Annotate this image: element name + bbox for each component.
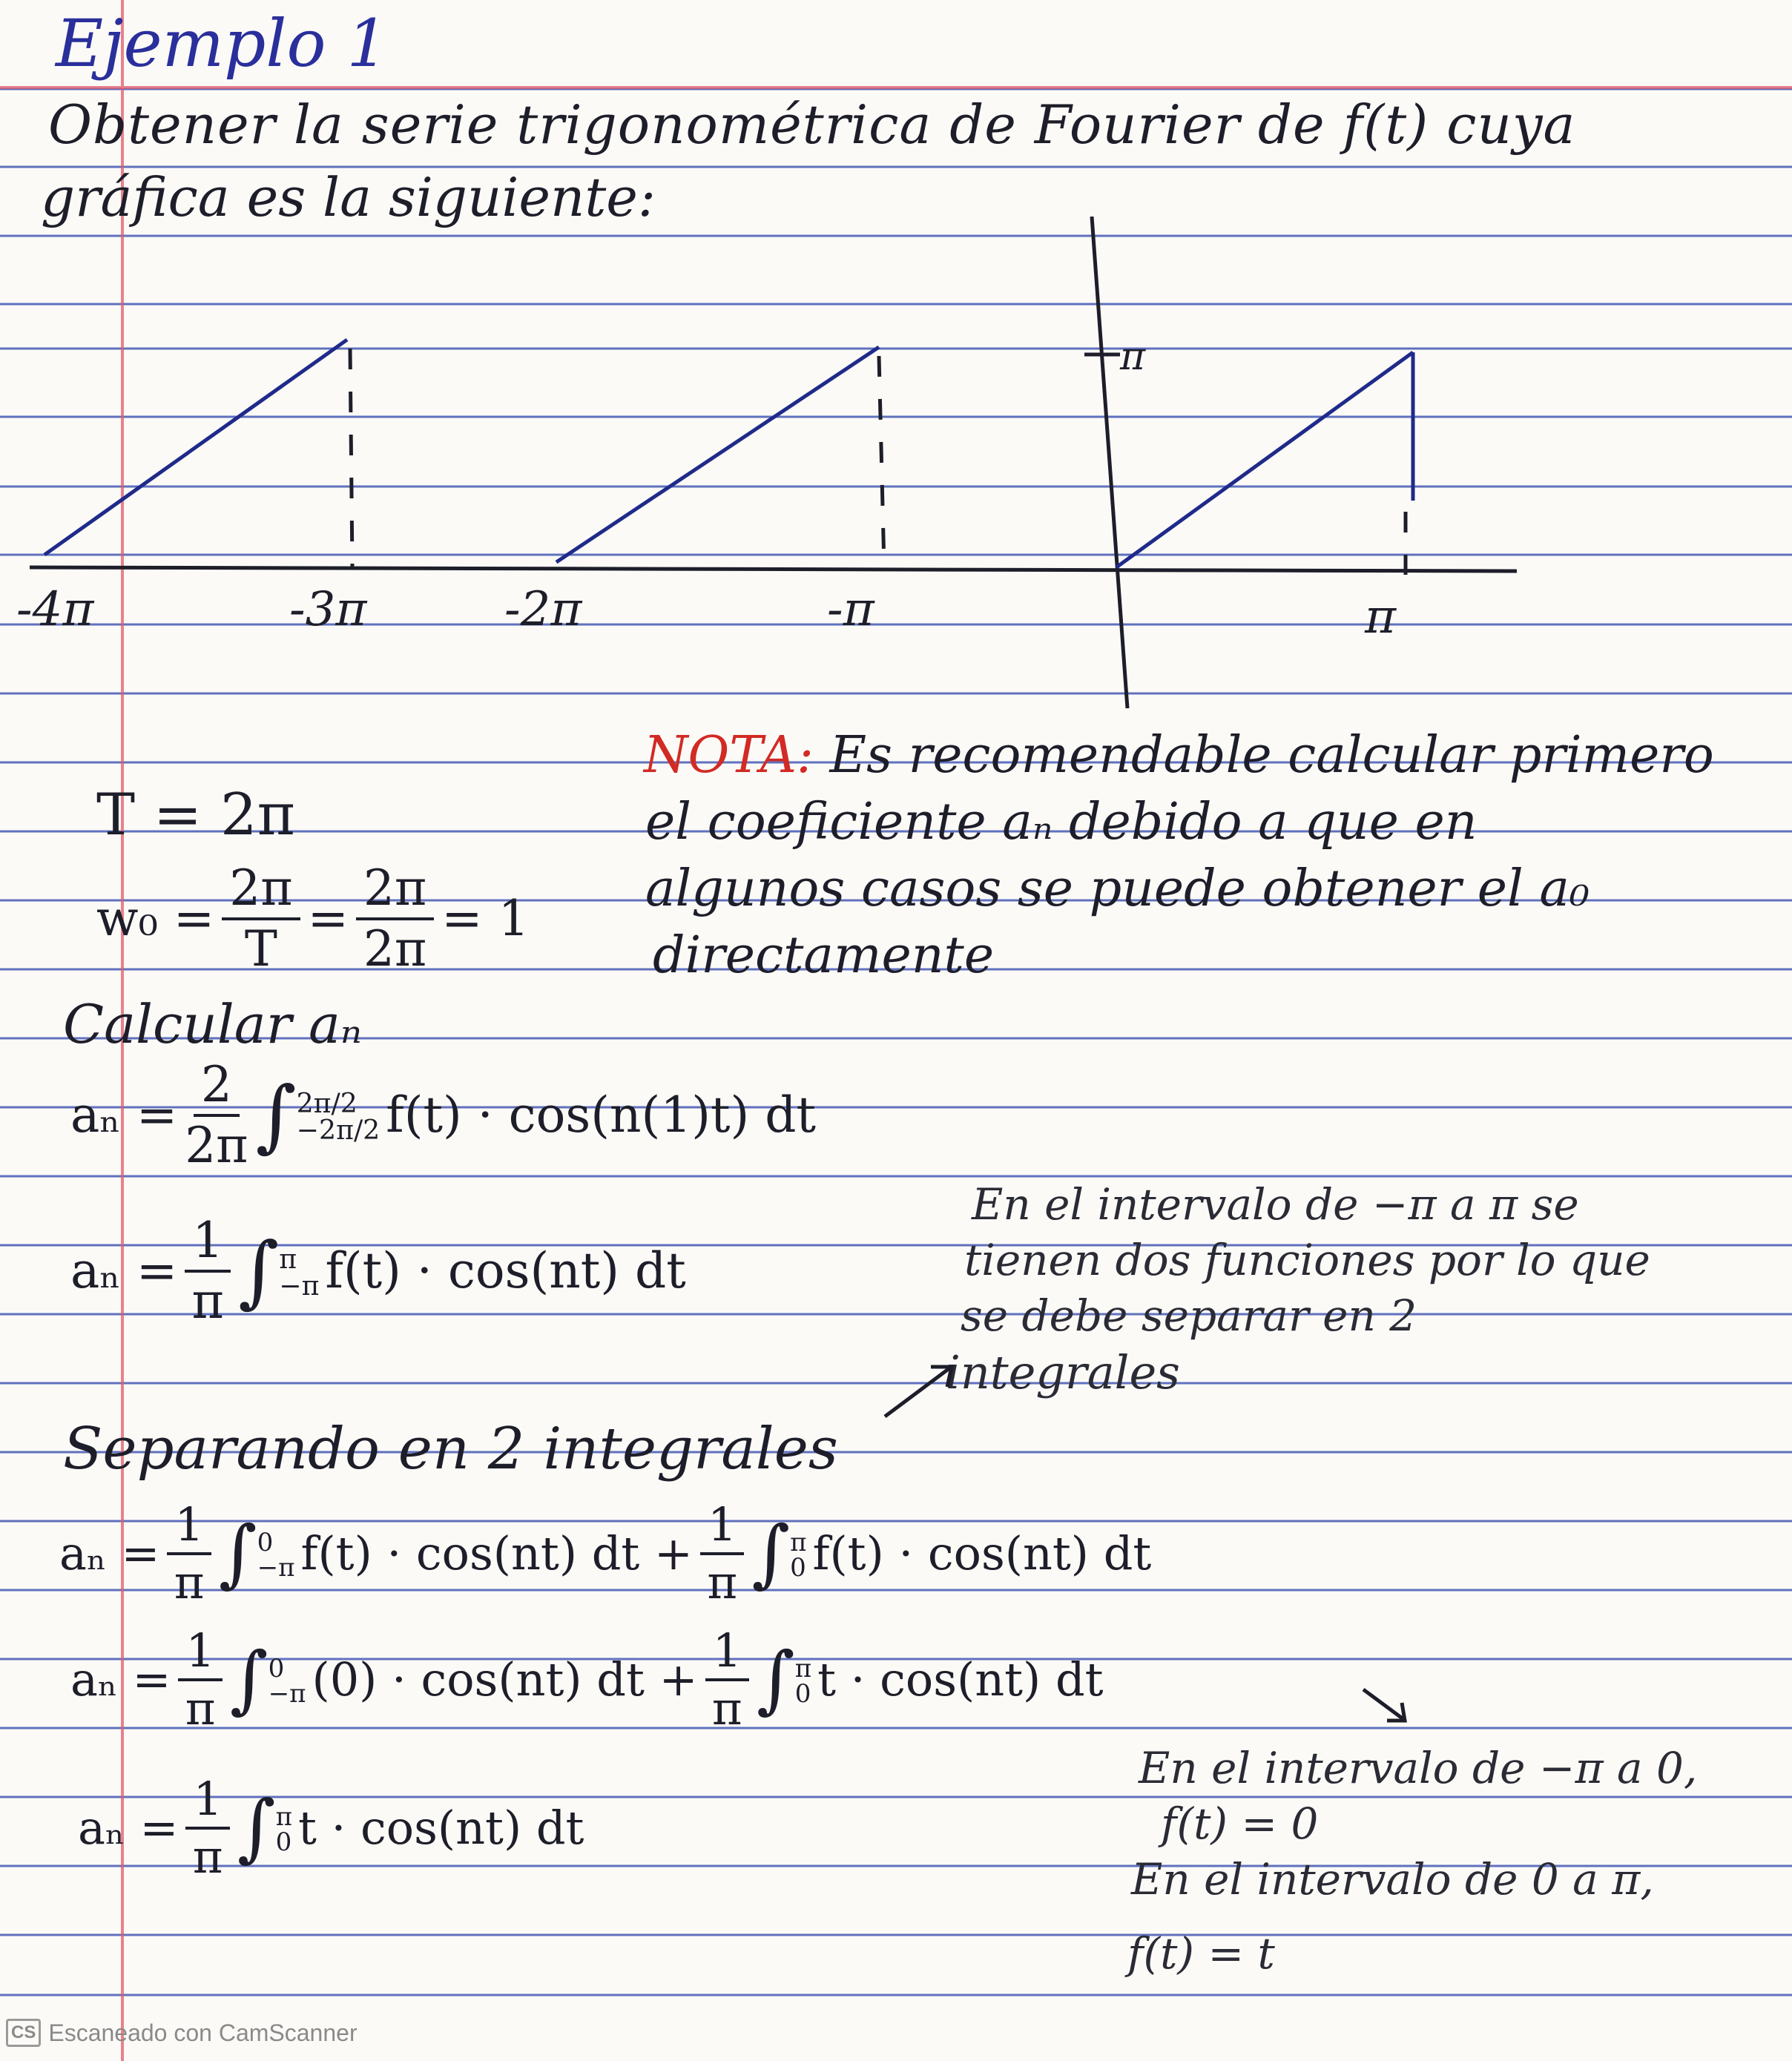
eq1-frac-den: 2π [185, 1117, 248, 1174]
eq3-upper-limit-1: 0 [257, 1527, 274, 1557]
eq1-integrand: f(t) · cos(n(1)t) dt [386, 1086, 816, 1144]
eq3-frac1-num: 1 [167, 1502, 211, 1555]
eq4-upper-limit-2: π [794, 1653, 812, 1684]
eq2-integral-sign: ∫ [238, 1225, 280, 1317]
eq3-frac2-num: 1 [700, 1502, 744, 1555]
eq3-frac2-den: π [707, 1555, 738, 1609]
eq2-limits [279, 1242, 320, 1302]
eq3-upper-limit-2: π [790, 1527, 807, 1557]
eq3-fraction-2 [700, 1497, 744, 1609]
side-note-2-line-3: En el intervalo de 0 a π, [1131, 1854, 1654, 1905]
equation-3 [59, 1497, 1152, 1609]
note-text-1: Es recomendable calcular primero [829, 726, 1714, 785]
equation-1 [70, 1056, 816, 1174]
graph-ramp-2 [556, 347, 879, 562]
graph-y-axis [1092, 217, 1127, 708]
eq4-upper-limit-1: 0 [268, 1653, 285, 1684]
eq1-lower-limit: −2π/2 [296, 1113, 381, 1146]
side-note-1-line-1: En el intervalo de −π a π se [972, 1179, 1579, 1230]
eq2-frac-den: π [191, 1273, 224, 1330]
side-note-2-line-2: f(t) = 0 [1161, 1798, 1319, 1849]
graph-label-minus-4pi: -4π [16, 582, 94, 637]
note-line-3: algunos casos se puede obtener el a₀ [645, 860, 1590, 918]
sawtooth-graph [0, 0, 1792, 712]
eq1-limits [296, 1086, 381, 1146]
eq5-integrand: t · cos(nt) dt [298, 1801, 584, 1855]
eq3-integral-sign-2: ∫ [751, 1511, 791, 1597]
eq5-integral-sign: ∫ [237, 1785, 276, 1871]
eq4-frac1-den: π [185, 1681, 216, 1735]
side-note-1-line-3: se debe separar en 2 [961, 1290, 1417, 1341]
eq4-integrand-1: (0) · cos(nt) dt + [312, 1652, 698, 1706]
graph-label-minus-pi: -π [827, 582, 874, 637]
eq2-lower-limit: −π [279, 1269, 320, 1302]
graph-dash-minus-pi [879, 356, 884, 567]
eq4-frac2-den: π [711, 1681, 742, 1735]
eq4-limits-2 [794, 1653, 812, 1709]
w0-fraction-2 [356, 860, 434, 977]
graph-x-axis [30, 567, 1517, 571]
graph-ramp-3 [1116, 352, 1413, 567]
eq2-lhs: aₙ = [70, 1242, 178, 1299]
scanner-watermark-text: Escaneado con CamScanner [48, 2019, 358, 2046]
camscanner-logo-icon: CS [6, 2019, 41, 2047]
eq1-integral-sign: ∫ [255, 1069, 297, 1161]
eq4-lhs: aₙ = [70, 1652, 171, 1706]
graph-ramp-1 [45, 340, 347, 555]
period-T: T = 2π [96, 782, 295, 848]
eq5-limits [275, 1801, 292, 1857]
eq4-fraction-2 [705, 1623, 749, 1735]
eq4-frac1-num: 1 [178, 1628, 222, 1681]
equation-5 [78, 1772, 584, 1884]
equation-2 [70, 1212, 686, 1330]
eq3-lower-limit-1: −π [257, 1552, 295, 1583]
w0-result: = 1 [441, 890, 530, 947]
eq4-frac2-num: 1 [705, 1628, 749, 1681]
eq1-upper-limit: 2π/2 [296, 1086, 358, 1119]
graph-y-label-pi: π [1120, 334, 1146, 379]
scanner-watermark [6, 2019, 358, 2047]
eq5-fraction [185, 1772, 229, 1884]
eq4-lower-limit-1: −π [268, 1678, 306, 1709]
eq4-lower-limit-2: 0 [794, 1678, 811, 1709]
note-line-4: directamente [653, 926, 995, 985]
eq3-integral-sign-1: ∫ [218, 1511, 257, 1597]
side-note-1-line-4: integrales [946, 1345, 1180, 1399]
eq4-integral-sign-1: ∫ [229, 1637, 269, 1723]
eq3-lhs: aₙ = [59, 1526, 160, 1580]
side-note-2-arrow [1357, 1684, 1417, 1728]
note-label: NOTA: [644, 726, 814, 785]
eq1-lhs: aₙ = [70, 1086, 178, 1144]
graph-label-minus-2pi: -2π [504, 582, 582, 637]
eq5-upper-limit: π [275, 1801, 292, 1832]
eq2-upper-limit: π [279, 1242, 297, 1275]
page-title: Ejemplo 1 [56, 5, 389, 82]
eq1-frac-num: 2 [194, 1061, 240, 1117]
note-line-2: el coeficiente aₙ debido a que en [645, 793, 1478, 851]
note-line-1 [644, 726, 1714, 785]
w0-frac2-num: 2π [356, 864, 434, 920]
eq3-frac1-den: π [174, 1555, 205, 1609]
eq4-fraction-1 [178, 1623, 222, 1735]
eq2-fraction [185, 1212, 231, 1330]
side-note-2-line-1: En el intervalo de −π a 0, [1139, 1743, 1698, 1793]
equation-4 [70, 1623, 1104, 1735]
separating-heading: Separando en 2 integrales [63, 1416, 838, 1483]
eq5-frac-den: π [192, 1830, 223, 1884]
angular-frequency [96, 860, 530, 977]
side-note-2-line-4: f(t) = t [1127, 1928, 1275, 1979]
eq5-lhs: aₙ = [78, 1801, 179, 1855]
prompt-line-1: Obtener la serie trigonométrica de Fourier de f(t) cuya [48, 93, 1576, 156]
graph-label-minus-3pi: -3π [289, 582, 367, 637]
eq5-lower-limit: 0 [275, 1827, 292, 1857]
eq3-integrand-2: f(t) · cos(nt) dt [812, 1526, 1152, 1580]
side-note-1-arrow [879, 1353, 961, 1428]
w0-frac1-num: 2π [222, 864, 300, 920]
w0-frac2-den: 2π [363, 920, 427, 977]
eq3-limits-2 [790, 1527, 807, 1583]
w0-frac1-den: T [244, 920, 277, 977]
graph-label-pi: π [1365, 590, 1397, 644]
w0-equals: = [307, 890, 349, 947]
eq4-integrand-2: t · cos(nt) dt [817, 1652, 1104, 1706]
side-note-1-line-2: tienen dos funciones por lo que [964, 1235, 1650, 1285]
eq4-limits-1 [268, 1653, 306, 1709]
eq3-limits-1 [257, 1527, 295, 1583]
eq1-fraction [185, 1056, 248, 1174]
eq2-integrand: f(t) · cos(nt) dt [325, 1242, 686, 1299]
calc-heading: Calcular aₙ [63, 993, 363, 1055]
eq3-fraction-1 [167, 1497, 211, 1609]
eq2-frac-num: 1 [185, 1216, 231, 1273]
w0-lhs: w₀ = [96, 890, 215, 947]
eq3-lower-limit-2: 0 [790, 1552, 806, 1583]
graph-dash-minus-3pi [350, 349, 352, 567]
eq3-integrand-1: f(t) · cos(nt) dt + [300, 1526, 693, 1580]
eq4-integral-sign-2: ∫ [757, 1637, 795, 1723]
w0-fraction-1 [222, 860, 300, 977]
prompt-line-2: gráfica es la siguiente: [41, 166, 656, 228]
eq5-frac-num: 1 [185, 1776, 229, 1830]
